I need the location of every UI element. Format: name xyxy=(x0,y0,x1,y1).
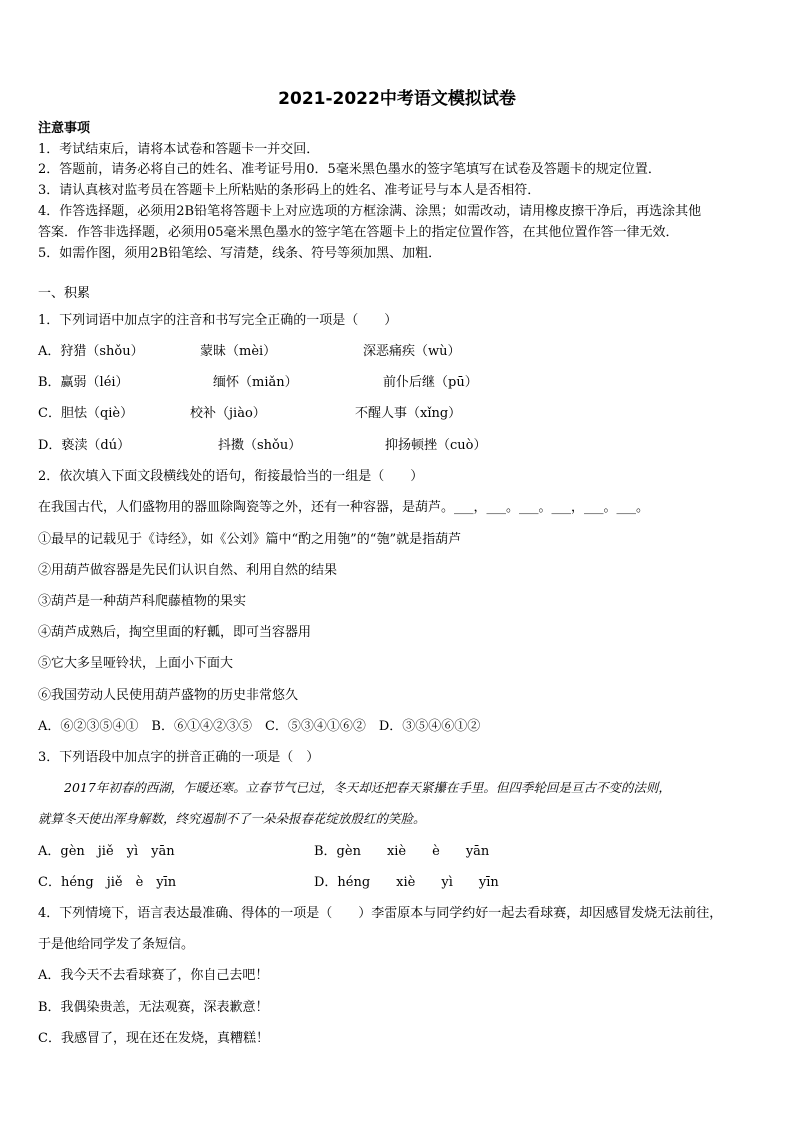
question-4-option-a: A．我今天不去看球赛了，你自己去吧！ xyxy=(38,968,269,983)
question-3-option-b: B．gèn xiè è yān xyxy=(314,844,490,859)
option-part: 蒙昧（mèi） xyxy=(200,344,277,359)
question-2-sentence: ④葫芦成熟后，掏空里面的籽瓤，即可当容器用 xyxy=(38,625,312,640)
question-2-sentence: ⑤它大多呈哑铃状，上面小下面大 xyxy=(38,656,234,671)
notice-item: 1．考试结束后，请将本试卷和答题卡一并交回． xyxy=(38,142,320,157)
question-3-stem: 3．下列语段中加点字的拼音正确的一项是（ ） xyxy=(38,750,320,765)
question-4-stem: 于是他给同学发了条短信。 xyxy=(38,937,195,952)
option-part: 前仆后继（pū） xyxy=(383,375,478,390)
question-3-passage: 2017年初春的西湖，乍暖还寒。立春节气已过，冬天却还把春天紧攥在手里。但四季轮回是亘古不变的法则， xyxy=(64,780,671,795)
notice-item: 5．如需作图，须用2B铅笔绘、写清楚，线条、符号等须加黑、加粗． xyxy=(38,246,442,261)
question-3-option-d: D．héng xiè yì yīn xyxy=(314,875,499,890)
question-4-option-c: C．我感冒了，现在还在发烧，真糟糕！ xyxy=(38,1031,269,1046)
option-part: 校补（jiào） xyxy=(190,406,266,421)
option-part: 不醒人事（xǐng） xyxy=(355,406,462,421)
option-part: 深恶痛疾（wù） xyxy=(363,344,461,359)
question-2-sentence: ③葫芦是一种葫芦科爬藤植物的果实 xyxy=(38,594,247,609)
question-2-passage: 在我国古代，人们盛物用的器皿除陶瓷等之外，还有一种容器，是葫芦。___，___。___。___，___。___。 xyxy=(38,500,650,515)
question-4-option-b: B．我偶染贵恙，无法观赛，深表歉意！ xyxy=(38,1000,269,1015)
option-part: 缅怀（miǎn） xyxy=(213,375,298,390)
question-2-choices: A．⑥②③⑤④① B．⑥①④②③⑤ C．⑤③④①⑥② D．③⑤④⑥①② xyxy=(38,719,481,734)
section-heading: 一、积累 xyxy=(38,286,91,301)
option-part: A．狩猎（shǒu） xyxy=(38,344,144,359)
option-part: 抖擞（shǒu） xyxy=(218,438,302,453)
question-3-passage: 就算冬天使出浑身解数，终究遏制不了一朵朵报春花绽放殷红的笑脸。 xyxy=(38,811,426,826)
notice-item: 3．请认真核对监考员在答题卡上所粘贴的条形码上的姓名、准考证号与本人是否相符． xyxy=(38,183,541,198)
question-2-sentence: ②用葫芦做容器是先民们认识自然、利用自然的结果 xyxy=(38,563,338,578)
question-3-option-a: A．gèn jiě yì yān xyxy=(38,844,175,859)
question-4-stem: 4．下列情境下，语言表达最准确、得体的一项是（ ）李雷原本与同学约好一起去看球赛，却因感冒发烧无法前往， xyxy=(38,906,723,921)
question-3-option-c: C．héng jiě è yīn xyxy=(38,875,177,890)
notice-item: 2．答题前，请务必将自己的姓名、准考证号用0．5毫米黑色墨水的签字笔填写在试卷及答题卡的规定位置． xyxy=(38,162,661,177)
question-2-sentence: ①最早的记载见于《诗经》，如《公刘》篇中“酌之用匏”的“匏”就是指葫芦 xyxy=(38,532,462,547)
option-part: C．胆怯（qiè） xyxy=(38,406,134,421)
option-part: B．赢弱（léi） xyxy=(38,375,129,390)
option-part: 抑扬顿挫（cuò） xyxy=(385,438,487,453)
question-2-stem: 2．依次填入下面文段横线处的语句，衔接最恰当的一组是（ ） xyxy=(38,469,424,484)
notice-item: 答案．作答非选择题，必须用05毫米黑色墨水的签字笔在答题卡上的指定位置作答，在其他位置作答一律无效． xyxy=(38,225,679,240)
question-1-stem: 1．下列词语中加点字的注音和书写完全正确的一项是（ ） xyxy=(38,313,398,328)
page-title: 2021-2022中考语文模拟试卷 xyxy=(278,89,516,109)
option-part: D．亵渎（dú） xyxy=(38,438,131,453)
notice-heading: 注意事项 xyxy=(38,121,91,136)
question-2-sentence: ⑥我国劳动人民使用葫芦盛物的历史非常悠久 xyxy=(38,688,299,703)
notice-item: 4．作答选择题，必须用2B铅笔将答题卡上对应选项的方框涂满、涂黑；如需改动，请用橡皮擦干净后，再选涂其他 xyxy=(38,204,702,219)
